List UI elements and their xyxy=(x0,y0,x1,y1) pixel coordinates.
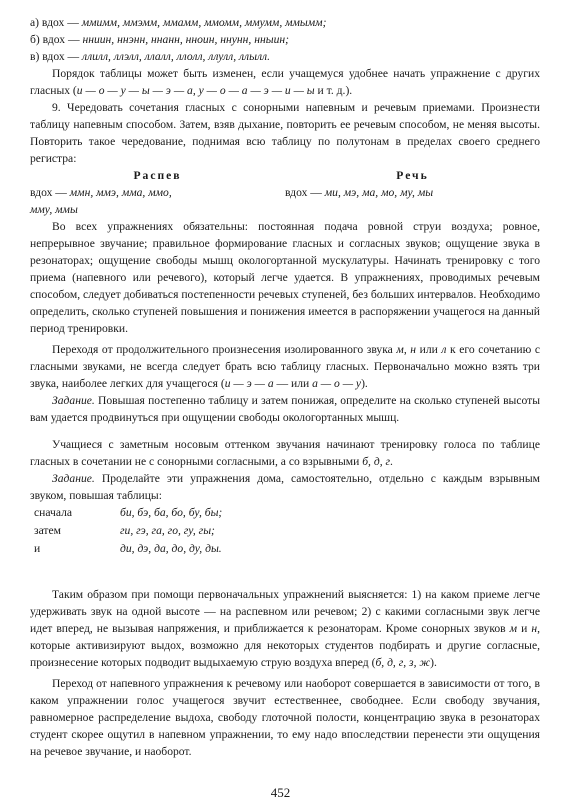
rech-line: вдох — ми, мэ, ма, мо, му, мы xyxy=(285,186,434,199)
document-page xyxy=(30,0,540,760)
exercise-line-c: в) вдох — ллилл, ллэлл, ллалл, ллолл, ллулл, ллылл. xyxy=(30,50,270,63)
raspev-heading: Распев xyxy=(133,169,182,182)
paragraph-nasal: Учащиеся с заметным носовым оттенком звучания начинают тренировку голоса по таблице гласных в сочетании не с сонорными согласными, а со взрывными б, д, г. xyxy=(30,438,540,468)
task-2: Задание. Проделайте эти упражнения дома, самостоятельно, отдельно с каждым взрывным звуком, повышая таблицы: xyxy=(30,472,540,502)
table-row-syllables: би, бэ, ба, бо, бу, бы; xyxy=(120,506,223,519)
paragraph-exercise-9: 9. Чередовать сочетания гласных с сонорными напевным и речевым приемами. Произнести таблицу напевным способом. Затем, взяв дыхание, повторить ее речевым способом, не меняя высоты. Повторить такое чередование, поднимая всю таблицу по полутонам в пределах своего среднего регистра: xyxy=(30,101,540,165)
page-number: 452 xyxy=(270,785,291,800)
raspev-line-2: мму, ммы xyxy=(30,203,78,216)
exercise-lines xyxy=(30,14,540,65)
table-row-label: затем xyxy=(34,524,61,537)
exercise-line-b: б) вдох — нниин, ннэнн, ннанн, нноин, ннунн, нныин; xyxy=(30,33,289,46)
paragraph-final: Переход от напевного упражнения к речевому или наоборот совершается в зависимости от того, в каком упражнении голос учащегося звучит естественнее, свободнее. Если свободу звучания, равномерное распределение выдоха, свободу глоточной полости, концентрацию звука в резонаторах студент скорее ощутил в напевном упражнении, то ему надо впоследствии перенести эти ощущения на речевое звучание, и наоборот. xyxy=(30,677,540,758)
paragraph-transition: Переходя от продолжительного произнесения изолированного звука м, н или л к его сочетанию с гласными звуками, не всегда следует брать всю таблицу гласных. Первоначально можно взять три звука, наиболее легких для учащегося (и — э — а — или а — о — у). xyxy=(30,343,540,390)
table-row-label: и xyxy=(34,542,41,555)
raspev-line-1: вдох — ммн, ммэ, мма, ммо, xyxy=(30,186,172,199)
table-row xyxy=(34,540,222,558)
task-1: Задание. Повышая постепенно таблицу и затем понижая, определите на сколько ступеней высоты вам удается продвинуться при ощущении свободы окологортанных мышц. xyxy=(30,394,540,424)
paragraph-summary: Таким образом при помощи первоначальных упражнений выясняется: 1) на каком приеме легче удерживать звук на одной высоте — на распевном или речевом; 2) с какими согласными звук легче идет вперед, не вызывая напряжения, и приближается к резонаторам. Кроме сонорных звуков м и н, которые активизируют выдох, возможно для некоторых студентов подбирать и другие согласные, произнесение которых подводит выдыхаемую струю воздуха вперед (б, д, г, з, ж). xyxy=(30,588,540,669)
raspev-rech-columns xyxy=(30,167,540,218)
table-row-syllables: ги, гэ, га, го, гу, гы; xyxy=(120,524,215,537)
paragraph-requirements: Во всех упражнениях обязательны: постоянная подача ровной струи воздуха; ровное, непрерывное звучание; правильное формирование гласных и согласных звуков; ощущение звука в резонаторах; ощущение свободы мышц окологортанной мускулатуры. Начинать тренировку с того приема (напевного или речевого), который легче удается. В упражнениях, проводимых речевым способом, следует добиваться постепенности речевых ступеней, без больших интервалов. Необходимо определить, сколько ступеней повышения и понижения имеется в распоряжении учащегося на данный период тренировки. xyxy=(30,220,540,335)
rech-heading: Речь xyxy=(396,169,429,182)
table-row xyxy=(34,504,222,522)
exercise-line-a: а) вдох — ммимм, ммэмм, ммамм, ммомм, ммумм, ммымм; xyxy=(30,16,327,29)
table-row-syllables: ди, дэ, да, до, ду, ды. xyxy=(120,542,222,555)
plosive-table xyxy=(34,504,222,558)
raspev-column xyxy=(30,167,285,218)
table-row xyxy=(34,522,222,540)
table-row-label: сначала xyxy=(34,506,73,519)
rech-column xyxy=(285,167,540,218)
paragraph-order: Порядок таблицы может быть изменен, если учащемуся удобнее начать упражнение с других гласных (и — о — у — ы — э — а, у — о — а — э — и — ы и т. д.). xyxy=(30,67,540,97)
